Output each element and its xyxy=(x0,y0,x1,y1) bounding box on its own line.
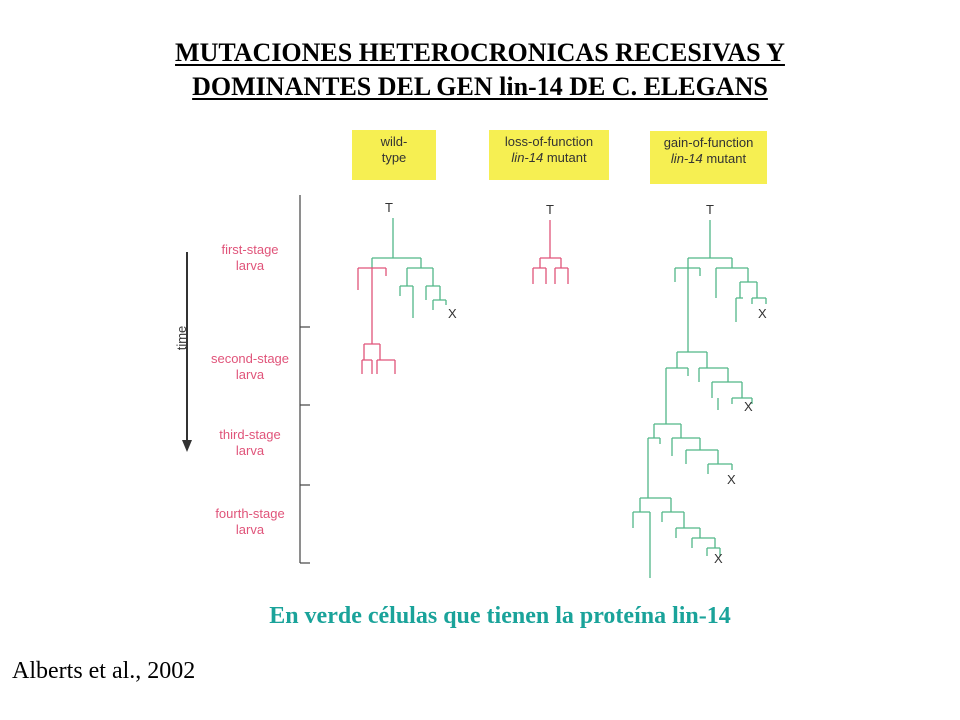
stage-label-fourth-line-1: fourth-stage xyxy=(215,506,285,521)
wild-type-label-line-2: type xyxy=(381,150,407,165)
caption: En verde células que tienen la proteína lin-14 xyxy=(269,603,731,629)
wild-type-death-label: X xyxy=(448,306,457,321)
wild-type-pink-branches xyxy=(358,268,395,374)
gain-of-function-gene-name: lin-14 xyxy=(670,151,703,166)
stage-label-second-line-2: larva xyxy=(235,367,265,382)
stage-label-third-line-2: larva xyxy=(235,443,265,458)
loss-of-function-gene-name: lin-14 xyxy=(511,150,544,165)
gain-of-function-lineage xyxy=(633,202,767,578)
wild-type-lineage xyxy=(358,200,457,374)
gain-of-function-label-suffix: mutant xyxy=(702,151,747,166)
slide-title-line-2: DOMINANTES DEL GEN lin-14 DE C. ELEGANS xyxy=(192,72,768,101)
slide-title-line-1: MUTACIONES HETEROCRONICAS RECESIVAS Y xyxy=(175,38,785,67)
gain-of-function-label-line-1: gain-of-function xyxy=(663,135,754,150)
stage-label-first-line-2: larva xyxy=(235,258,265,273)
loss-of-function-root-label: T xyxy=(546,202,554,217)
wild-type-label-line-1: wild- xyxy=(380,134,408,149)
loss-of-function-pink-branches xyxy=(533,220,568,284)
time-axis-label: time xyxy=(174,325,189,351)
loss-of-function-label-line-1: loss-of-function xyxy=(504,134,594,149)
loss-of-function-lineage xyxy=(533,202,568,284)
gain-of-function-death-label-3: X xyxy=(727,472,736,487)
citation: Alberts et al., 2002 xyxy=(12,658,196,684)
stage-label-fourth-line-2: larva xyxy=(235,522,265,537)
stage-label-first-line-1: first-stage xyxy=(221,242,279,257)
gain-of-function-death-label-4: X xyxy=(714,551,723,566)
stage-label-second-line-1: second-stage xyxy=(210,351,290,366)
stage-label-third-line-1: third-stage xyxy=(219,427,281,442)
loss-of-function-label-suffix: mutant xyxy=(543,150,587,165)
time-arrow xyxy=(182,252,192,452)
gain-of-function-root-label: T xyxy=(706,202,714,217)
gain-of-function-death-label-2: X xyxy=(744,399,753,414)
stage-axis xyxy=(300,195,310,563)
gain-of-function-death-label-1: X xyxy=(758,306,767,321)
wild-type-root-label: T xyxy=(385,200,393,215)
